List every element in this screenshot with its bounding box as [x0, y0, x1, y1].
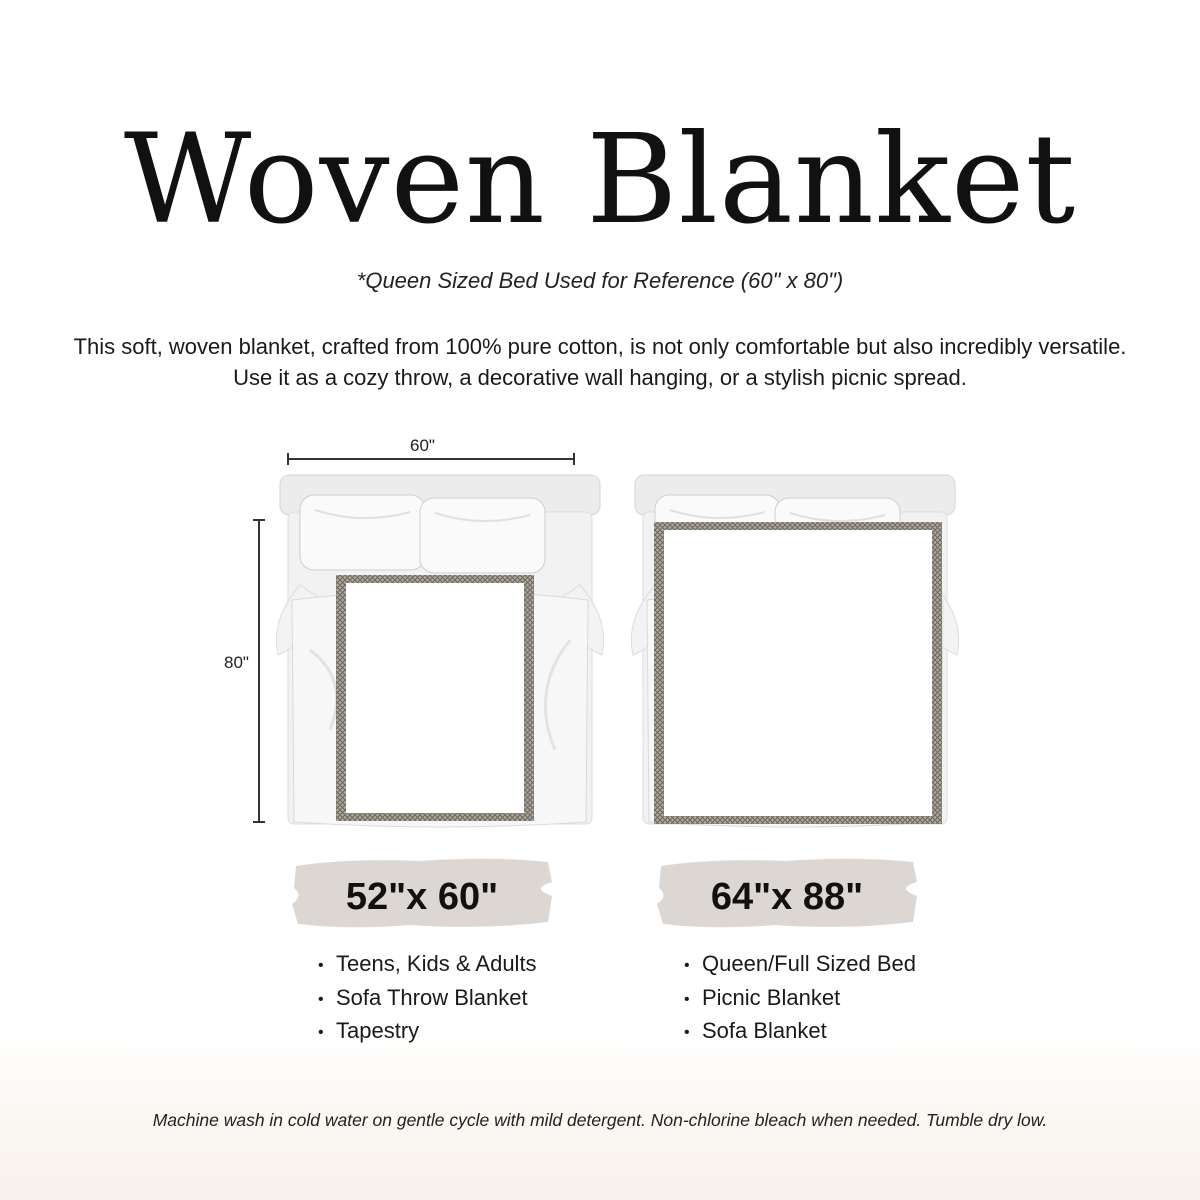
bed-small-blanket-illustration — [270, 470, 610, 830]
list-item: • Sofa Blanket — [684, 1018, 827, 1043]
length-label: 80" — [224, 653, 249, 672]
list-item: • Picnic Blanket — [684, 984, 841, 1010]
width-label: 60" — [410, 436, 435, 455]
page-title: Woven Blanket — [123, 108, 1077, 252]
uses-list-small — [318, 947, 537, 1048]
list-item: • Sofa Throw Blanket — [318, 984, 528, 1010]
size-label-small: 52"x 60" — [345, 876, 499, 918]
product-description: This soft, woven blanket, crafted from 100% pure cotton, is not only comfortable but also incredibly versatile. Use it as a cozy throw, a decorative wall hanging, or a stylish picnic spread. — [73, 334, 1127, 390]
size-label-large: 64"x 88" — [710, 876, 864, 918]
length-dimension-line — [252, 516, 266, 826]
list-item: • Tapestry — [318, 1018, 420, 1043]
bed-large-blanket-illustration — [625, 470, 965, 830]
page-subtitle: *Queen Sized Bed Used for Reference (60" x 80") — [356, 268, 844, 293]
uses-list-large — [684, 947, 916, 1048]
list-item: • Queen/Full Sized Bed — [684, 951, 917, 976]
list-item: • Teens, Kids & Adults — [318, 951, 537, 976]
care-instructions: Machine wash in cold water on gentle cycle with mild detergent. Non-chlorine bleach when needed. Tumble dry low. — [152, 1110, 1048, 1130]
